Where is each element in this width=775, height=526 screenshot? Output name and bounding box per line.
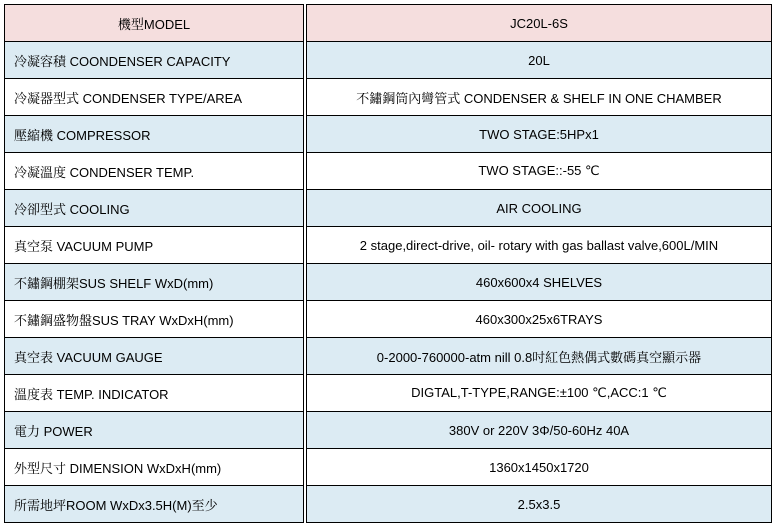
row-value: DIGTAL,T-TYPE,RANGE:±100 ℃,ACC:1 ℃ [305, 375, 772, 412]
row-value: 2.5x3.5 [305, 486, 772, 523]
row-label: 不鏽鋼棚架SUS SHELF WxD(mm) [5, 264, 306, 301]
table-row [5, 42, 772, 79]
table-row [5, 264, 772, 301]
table-row [5, 153, 772, 190]
table-row [5, 375, 772, 412]
row-value: 380V or 220V 3Φ/50-60Hz 40A [305, 412, 772, 449]
table-row [5, 338, 772, 375]
row-value: TWO STAGE:5HPx1 [305, 116, 772, 153]
row-label: 壓縮機 COMPRESSOR [5, 116, 306, 153]
row-label: 冷凝容積 COONDENSER CAPACITY [5, 42, 306, 79]
row-value: 0-2000-760000-atm nill 0.8吋紅色熱偶式數碼真空顯示器 [305, 338, 772, 375]
row-value: AIR COOLING [305, 190, 772, 227]
table-row [5, 116, 772, 153]
row-label: 真空泵 VACUUM PUMP [5, 227, 306, 264]
row-value: 460x600x4 SHELVES [305, 264, 772, 301]
table-row [5, 190, 772, 227]
table-header-row [5, 5, 772, 42]
table-row [5, 301, 772, 338]
row-value: 20L [305, 42, 772, 79]
table-row [5, 486, 772, 523]
row-label: 所需地坪ROOM WxDx3.5H(M)至少 [5, 486, 306, 523]
row-label: 不鏽鋼盛物盤SUS TRAY WxDxH(mm) [5, 301, 306, 338]
row-label: 冷凝溫度 CONDENSER TEMP. [5, 153, 306, 190]
header-value: JC20L-6S [305, 5, 772, 42]
row-value: 不鏽鋼筒內彎管式 CONDENSER & SHELF IN ONE CHAMBER [305, 79, 772, 116]
row-label: 冷凝器型式 CONDENSER TYPE/AREA [5, 79, 306, 116]
row-label: 溫度表 TEMP. INDICATOR [5, 375, 306, 412]
table-row [5, 79, 772, 116]
header-label: 機型MODEL [5, 5, 306, 42]
table-row [5, 449, 772, 486]
row-label: 真空表 VACUUM GAUGE [5, 338, 306, 375]
row-value: 2 stage,direct-drive, oil- rotary with gas ballast valve,600L/MIN [305, 227, 772, 264]
table-row [5, 227, 772, 264]
row-value: 1360x1450x1720 [305, 449, 772, 486]
table-row [5, 412, 772, 449]
spec-table [4, 4, 772, 523]
row-label: 電力 POWER [5, 412, 306, 449]
row-label: 冷卻型式 COOLING [5, 190, 306, 227]
row-value: 460x300x25x6TRAYS [305, 301, 772, 338]
row-value: TWO STAGE::-55 ℃ [305, 153, 772, 190]
row-label: 外型尺寸 DIMENSION WxDxH(mm) [5, 449, 306, 486]
